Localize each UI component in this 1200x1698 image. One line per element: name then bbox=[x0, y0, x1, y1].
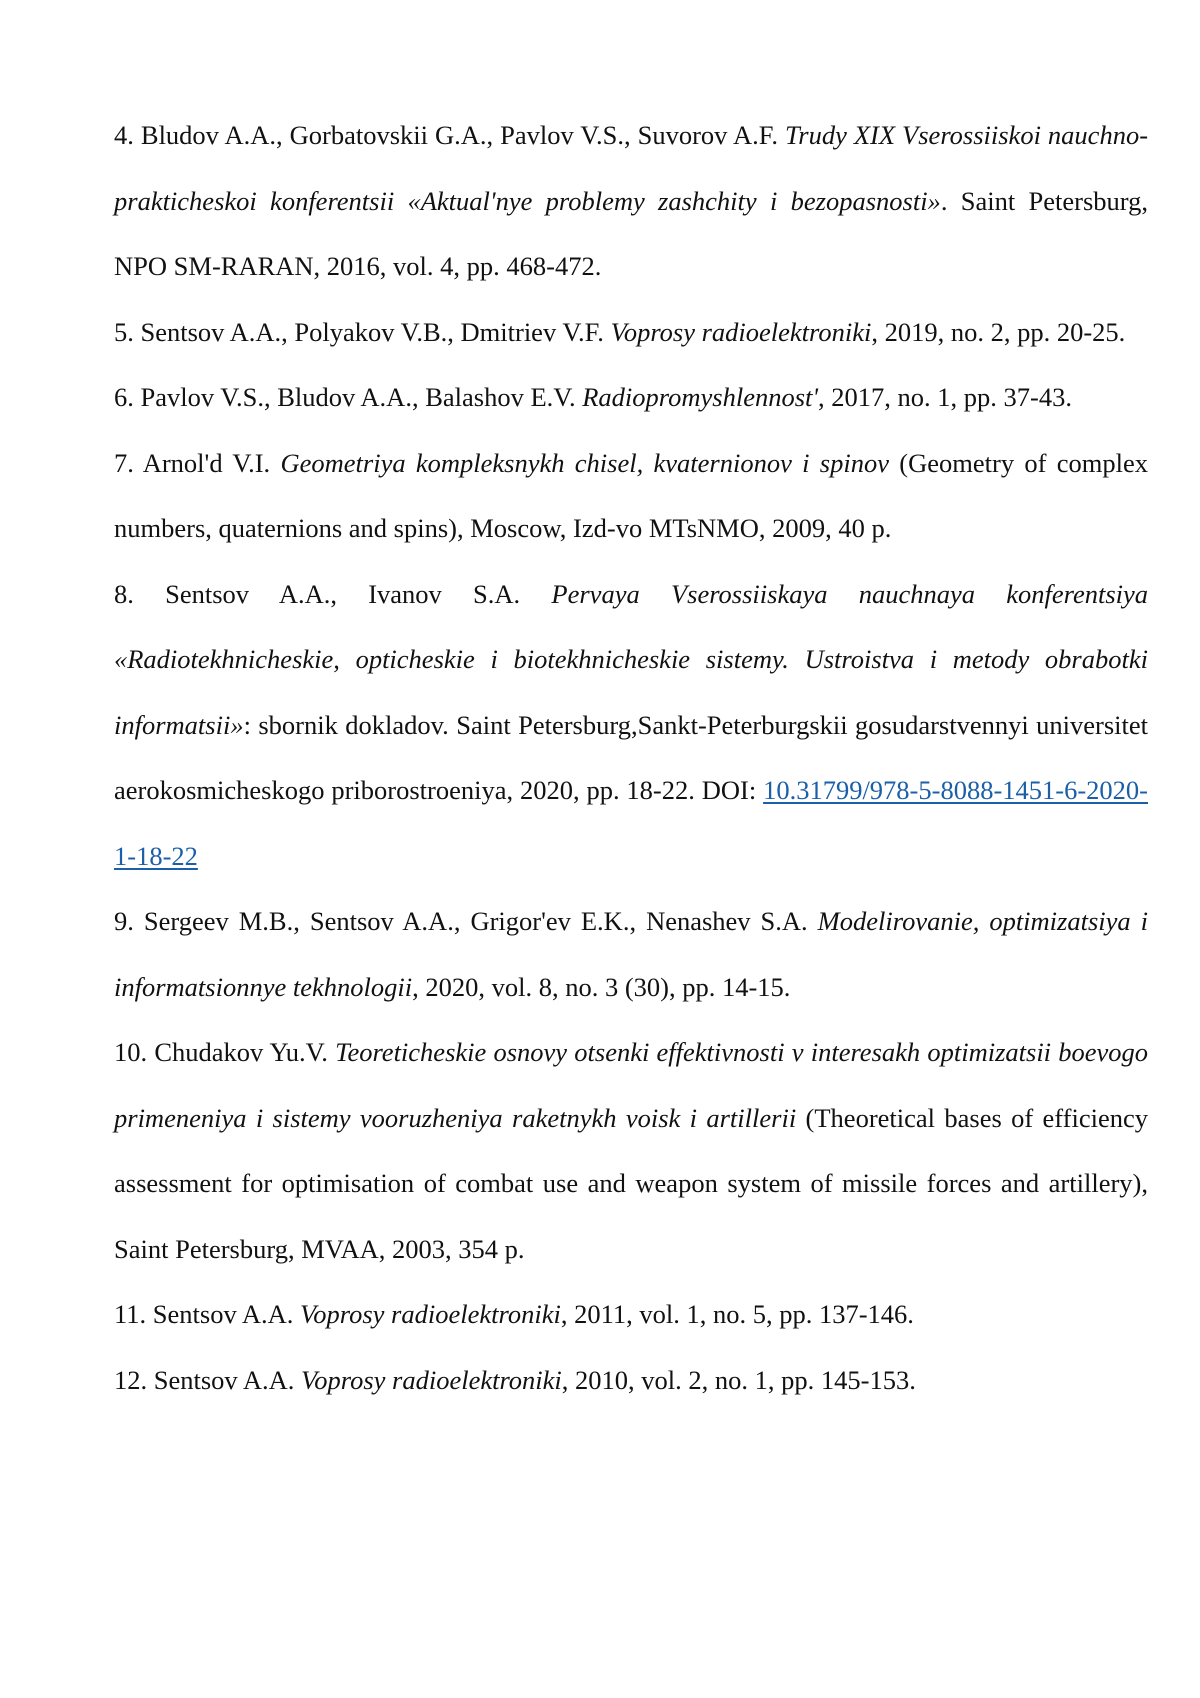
reference-number: 5. bbox=[114, 317, 134, 347]
reference-title: Pervaya Vserossiiskaya nauchnaya konferentsiya «Radiotekhnicheskie, opticheskie i biotekhnicheskie sistemy. Ustroistva i metody obrabotki informatsii» bbox=[114, 579, 1148, 740]
reference-authors: Pavlov V.S., Bludov A.A., Balashov E.V. bbox=[141, 382, 576, 412]
reference-title: Teoreticheskie osnovy otsenki effektivnosti v interesakh optimizatsii boevogo primeneniya i sistemy vooruzheniya raketnykh voisk i artillerii bbox=[114, 1037, 1148, 1133]
reference-authors: Sentsov A.A. bbox=[153, 1299, 294, 1329]
reference-item bbox=[114, 1348, 1148, 1414]
reference-details: : sbornik dokladov. Saint Petersburg,Sankt-Peterburgskii gosudarstvennyi universitet aerokosmicheskogo priborostroeniya, 2020, pp. 18-22. DOI: bbox=[114, 710, 1148, 806]
reference-number: 6. bbox=[114, 382, 134, 412]
reference-title: Geometriya kompleksnykh chisel, kvaternionov i spinov bbox=[280, 448, 889, 478]
reference-title: Radiopromyshlennost' bbox=[582, 382, 818, 412]
reference-details: , 2020, vol. 8, no. 3 (30), pp. 14-15. bbox=[412, 972, 790, 1002]
reference-item bbox=[114, 1020, 1148, 1282]
reference-number: 9. bbox=[114, 906, 134, 936]
reference-number: 10. bbox=[114, 1037, 147, 1067]
reference-number: 8. bbox=[114, 579, 134, 609]
reference-item bbox=[114, 889, 1148, 1020]
reference-title: Voprosy radioelektroniki bbox=[611, 317, 872, 347]
reference-item bbox=[114, 365, 1148, 431]
reference-details: (Theoretical bases of efficiency assessment for optimisation of combat use and weapon system of missile forces and artillery), Saint Petersburg, MVAA, 2003, 354 p. bbox=[114, 1103, 1148, 1264]
reference-authors: Arnol'd V.I. bbox=[143, 448, 270, 478]
reference-details: . Saint Petersburg, NPO SM-RARAN, 2016, vol. 4, pp. 468-472. bbox=[114, 186, 1148, 282]
reference-title: Modelirovanie, optimizatsiya i informatsionnye tekhnologii bbox=[114, 906, 1148, 1002]
reference-title: Voprosy radioelektroniki bbox=[300, 1299, 561, 1329]
reference-title: Trudy XIX Vserossiiskoi nauchno-prakticheskoi konferentsii «Aktual'nye problemy zashchity i bezopasnosti» bbox=[114, 120, 1148, 216]
reference-details: , 2010, vol. 2, no. 1, pp. 145-153. bbox=[562, 1365, 916, 1395]
reference-number: 12. bbox=[114, 1365, 147, 1395]
reference-authors: Sentsov A.A., Ivanov S.A. bbox=[165, 579, 520, 609]
reference-number: 7. bbox=[114, 448, 134, 478]
reference-item bbox=[114, 1282, 1148, 1348]
reference-authors: Sergeev M.B., Sentsov A.A., Grigor'ev E.K., Nenashev S.A. bbox=[144, 906, 808, 936]
reference-list bbox=[114, 103, 1148, 1413]
reference-item bbox=[114, 431, 1148, 562]
reference-details: , 2017, no. 1, pp. 37-43. bbox=[818, 382, 1072, 412]
reference-details: , 2019, no. 2, pp. 20-25. bbox=[871, 317, 1125, 347]
doi-link[interactable]: 10.31799/978-5-8088-1451-6-2020-1-18-22 bbox=[114, 775, 1148, 871]
reference-details: , 2011, vol. 1, no. 5, pp. 137-146. bbox=[561, 1299, 914, 1329]
reference-item bbox=[114, 103, 1148, 300]
reference-title: Voprosy radioelektroniki bbox=[301, 1365, 562, 1395]
reference-authors: Chudakov Yu.V. bbox=[154, 1037, 328, 1067]
reference-item bbox=[114, 300, 1148, 366]
reference-item bbox=[114, 562, 1148, 890]
reference-details: (Geometry of complex numbers, quaternions and spins), Moscow, Izd-vo MTsNMO, 2009, 40 p. bbox=[114, 448, 1148, 544]
reference-number: 11. bbox=[114, 1299, 146, 1329]
reference-number: 4. bbox=[114, 120, 134, 150]
document-page bbox=[0, 0, 1200, 1698]
reference-authors: Bludov A.A., Gorbatovskii G.A., Pavlov V.S., Suvorov A.F. bbox=[141, 120, 778, 150]
reference-authors: Sentsov A.A., Polyakov V.B., Dmitriev V.F. bbox=[141, 317, 604, 347]
reference-authors: Sentsov A.A. bbox=[154, 1365, 295, 1395]
